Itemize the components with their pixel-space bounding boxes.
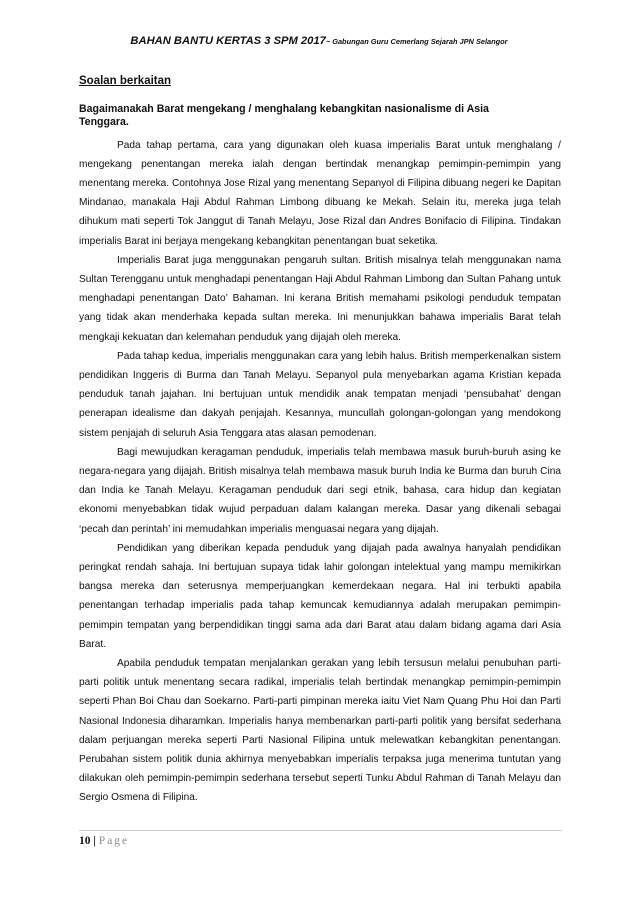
footer-separator: | [93,835,96,847]
paragraph: Imperialis Barat juga menggunakan pengaruh sultan. British misalnya telah menggunakan nama Sultan Terengganu untuk menghadapi penentangan Haji Abdul Rahman Limbong dan Sultan Pahang untuk menghadapi penentangan Dato’ Bahaman. Ini kerana British memahami psikologi penduduk tempatan yang tidak akan menderhaka kepada sultan mereka. Ini menunjukkan bahawa imperialis Barat telah mengkaji kekuatan dan kelemahan penduduk yang dijajah oleh mereka. [79,254,561,343]
section-title: Soalan berkaitan [79,75,172,87]
header-title: BAHAN BANTU KERTAS 3 SPM 2017 [130,35,326,47]
running-header [0,31,638,49]
paragraph: Pada tahap pertama, cara yang digunakan oleh kuasa imperialis Barat untuk menghalang / mengekang penentangan mereka ialah dengan bertindak menangkap pemimpin-pemimpin yang menentang mereka. Contohnya Jose Rizal yang menentang Sepanyol di Filipina dibuang negeri ke Dapitan Mindanao, manakala Haji Abdul Rahman Limbong dibuang ke Mekah. Selain itu, mereka juga telah dihukum mati seperti Tok Janggut di Tanah Melayu, Jose Rizal dan Andres Bonifacio di Filipina. Tindakan imperialis Barat ini berjaya mengekang kebangkitan penentangan buat seketika. [79,139,561,247]
page-number: 10 [79,835,91,847]
paragraph: Bagi mewujudkan keragaman penduduk, imperialis telah membawa masuk buruh-buruh asing ke negara-negara yang dijajah. British misalnya telah membawa masuk buruh India ke Burma dan buruh Cina dan India ke Tanah Melayu. Keragaman penduduk dari segi etnik, bahasa, cara hidup dan kegiatan ekonomi menyebabkan tidak wujud perpaduan dalam kalangan mereka. Dasar yang dikenali sebagai ‘pecah dan perintah’ ini memudahkan imperialis menguasai negara yang dijajah. [79,446,561,535]
header-subtitle: ~ Gabungan Guru Cemerlang Sejarah JPN Selangor [325,37,508,46]
paragraph: Pada tahap kedua, imperialis menggunakan cara yang lebih halus. British memperkenalkan sistem pendidikan Inggeris di Burma dan Tanah Melayu. Sepanyol pula menyebarkan agama Kristian kepada penduduk tanah jajahan. Ini bertujuan untuk mendidik anak tempatan menjadi ‘pensubahat’ dengan penerapan idealisme dan dakyah penjajah. Kesannya, muncullah golongan-golongan yang mendokong sistem penjajah di seluruh Asia Tenggara atas alasan pemodenan. [79,350,561,439]
paragraph: Apabila penduduk tempatan menjalankan gerakan yang lebih tersusun melalui penubuhan parti-parti politik untuk menentang secara radikal, imperialis telah bertindak menangkap pemimpin-pemimpin seperti Phan Boi Chau dan Soekarno. Parti-parti pimpinan mereka iaitu Viet Nam Quang Phu Hoi dan Parti Nasional Indonesia diharamkan. Imperialis hanya membenarkan parti-parti politik yang bersifat sederhana dalam perjuangan mereka seperti Parti Nasional Filipina untuk melewatkan kebangkitan penentangan. Perubahan sistem politik dunia akhirnya menyebabkan imperialis terpaksa juga menerima tuntutan yang dilakukan oleh pemimpin-pemimpin sederhana tersebut seperti Tunku Abdul Rahman di Tanah Melayu dan Sergio Osmena di Filipina. [79,657,561,804]
paragraph: Pendidikan yang diberikan kepada penduduk yang dijajah pada awalnya hanyalah pendidikan peringkat rendah sahaja. Ini bertujuan supaya tidak lahir golongan intelektual yang mampu memikirkan bangsa mereka dan seterusnya memperjuangkan kemerdekaan negara. Hal ini terbukti apabila penentangan terhadap imperialis pada tahap kemuncak kemudiannya adalah merupakan pemimpin-pemimpin tempatan yang berpendidikan tinggi sama ada dari Barat atau dalam bidang agama dari Asia Barat. [79,542,561,650]
page-label: Page [98,835,130,847]
footer-divider [79,830,562,831]
answer-body [79,136,561,808]
question-heading: Bagaimanakah Barat mengekang / menghalang kebangkitan nasionalisme di Asia Tenggara. [79,103,489,128]
page-footer [79,835,129,847]
